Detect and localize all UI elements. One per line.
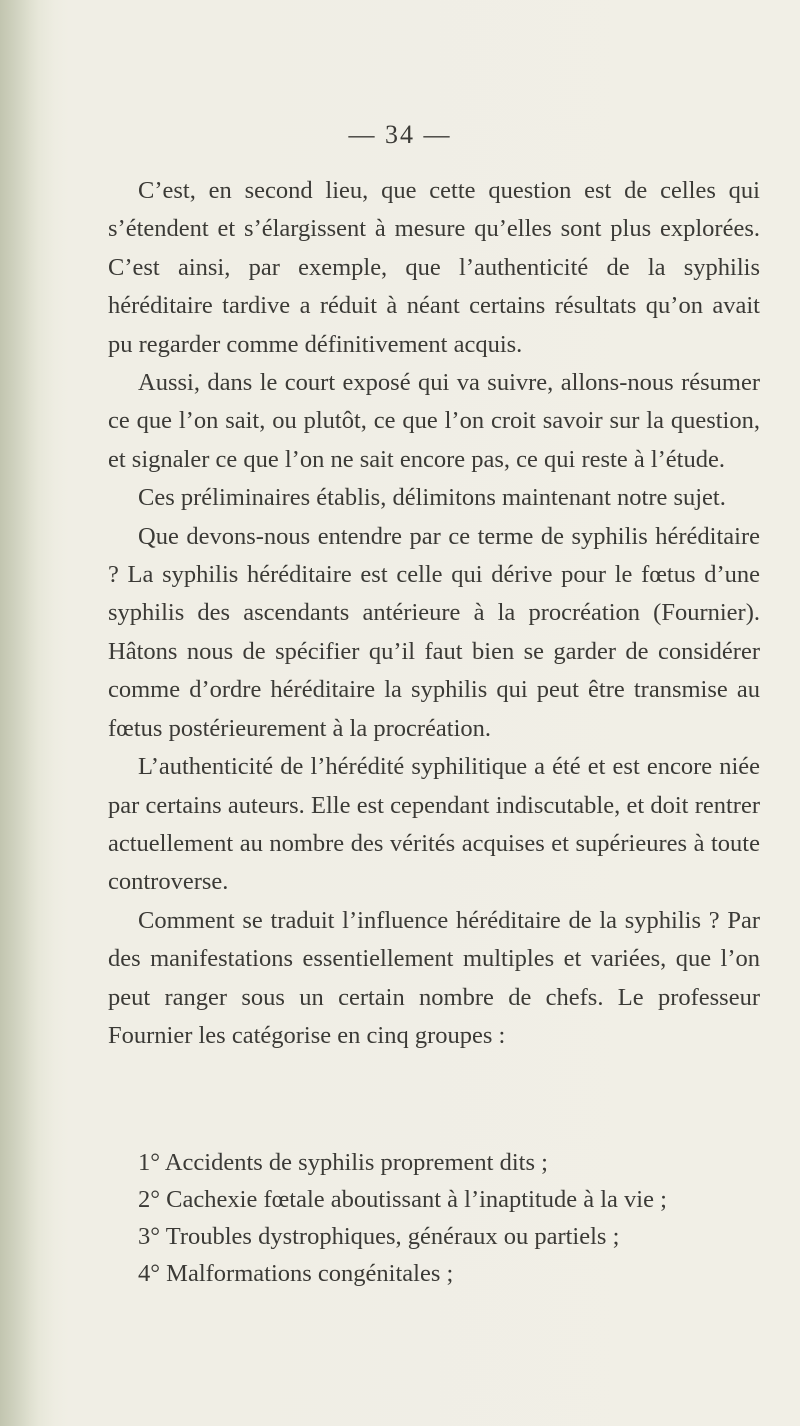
body-text: [108, 172, 760, 1055]
paragraph: Aussi, dans le court exposé qui va suivre, allons-nous résumer ce que l’on sait, ou plutôt, ce que l’on croit savoir sur la question, et signaler ce que l’on ne sait encore pas, ce qui reste à l’étude.: [108, 369, 760, 473]
list-item: 2° Cachexie fœtale aboutissant à l’inaptitude à la vie ;: [138, 1186, 667, 1213]
paragraph: Comment se traduit l’influence héréditaire de la syphilis ? Par des manifestations essentiellement multiples et variées, que l’on peut ranger sous un certain nombre de chefs. Le professeur Fournier les catégorise en cinq groupes :: [108, 906, 760, 1049]
paragraph: Que devons-nous entendre par ce terme de syphilis héréditaire ? La syphilis héréditaire est celle qui dérive pour le fœtus d’une syphilis des ascendants antérieure à la procréation (Fournier). Hâtons nous de spécifier qu’il faut bien se garder de considérer comme d’ordre héréditaire la syphilis qui peut être transmise au fœtus postérieurement à la procréation.: [108, 522, 760, 742]
page-number: — 34 —: [348, 120, 452, 149]
list-item: 3° Troubles dystrophiques, généraux ou partiels ;: [138, 1223, 620, 1250]
binding-shadow: [0, 0, 55, 1426]
enumerated-list: [138, 1144, 758, 1292]
list-item: 1° Accidents de syphilis proprement dits ;: [138, 1149, 548, 1176]
list-item: 4° Malformations congénitales ;: [138, 1260, 454, 1287]
paragraph: C’est, en second lieu, que cette question est de celles qui s’étendent et s’élargissent à mesure qu’elles sont plus explorées. C’est ainsi, par exemple, que l’authenticité de la syphilis héréditaire tardive a réduit à néant certains résultats qu’on avait pu regarder comme définitivement acquis.: [108, 177, 760, 358]
paragraph: Ces préliminaires établis, délimitons maintenant notre sujet.: [138, 484, 726, 512]
paragraph: L’authenticité de l’hérédité syphilitique a été et est encore niée par certains auteurs. Elle est cependant indiscutable, et doit rentrer actuellement au nombre des vérités acquises et supérieures à toute controverse.: [108, 753, 760, 896]
